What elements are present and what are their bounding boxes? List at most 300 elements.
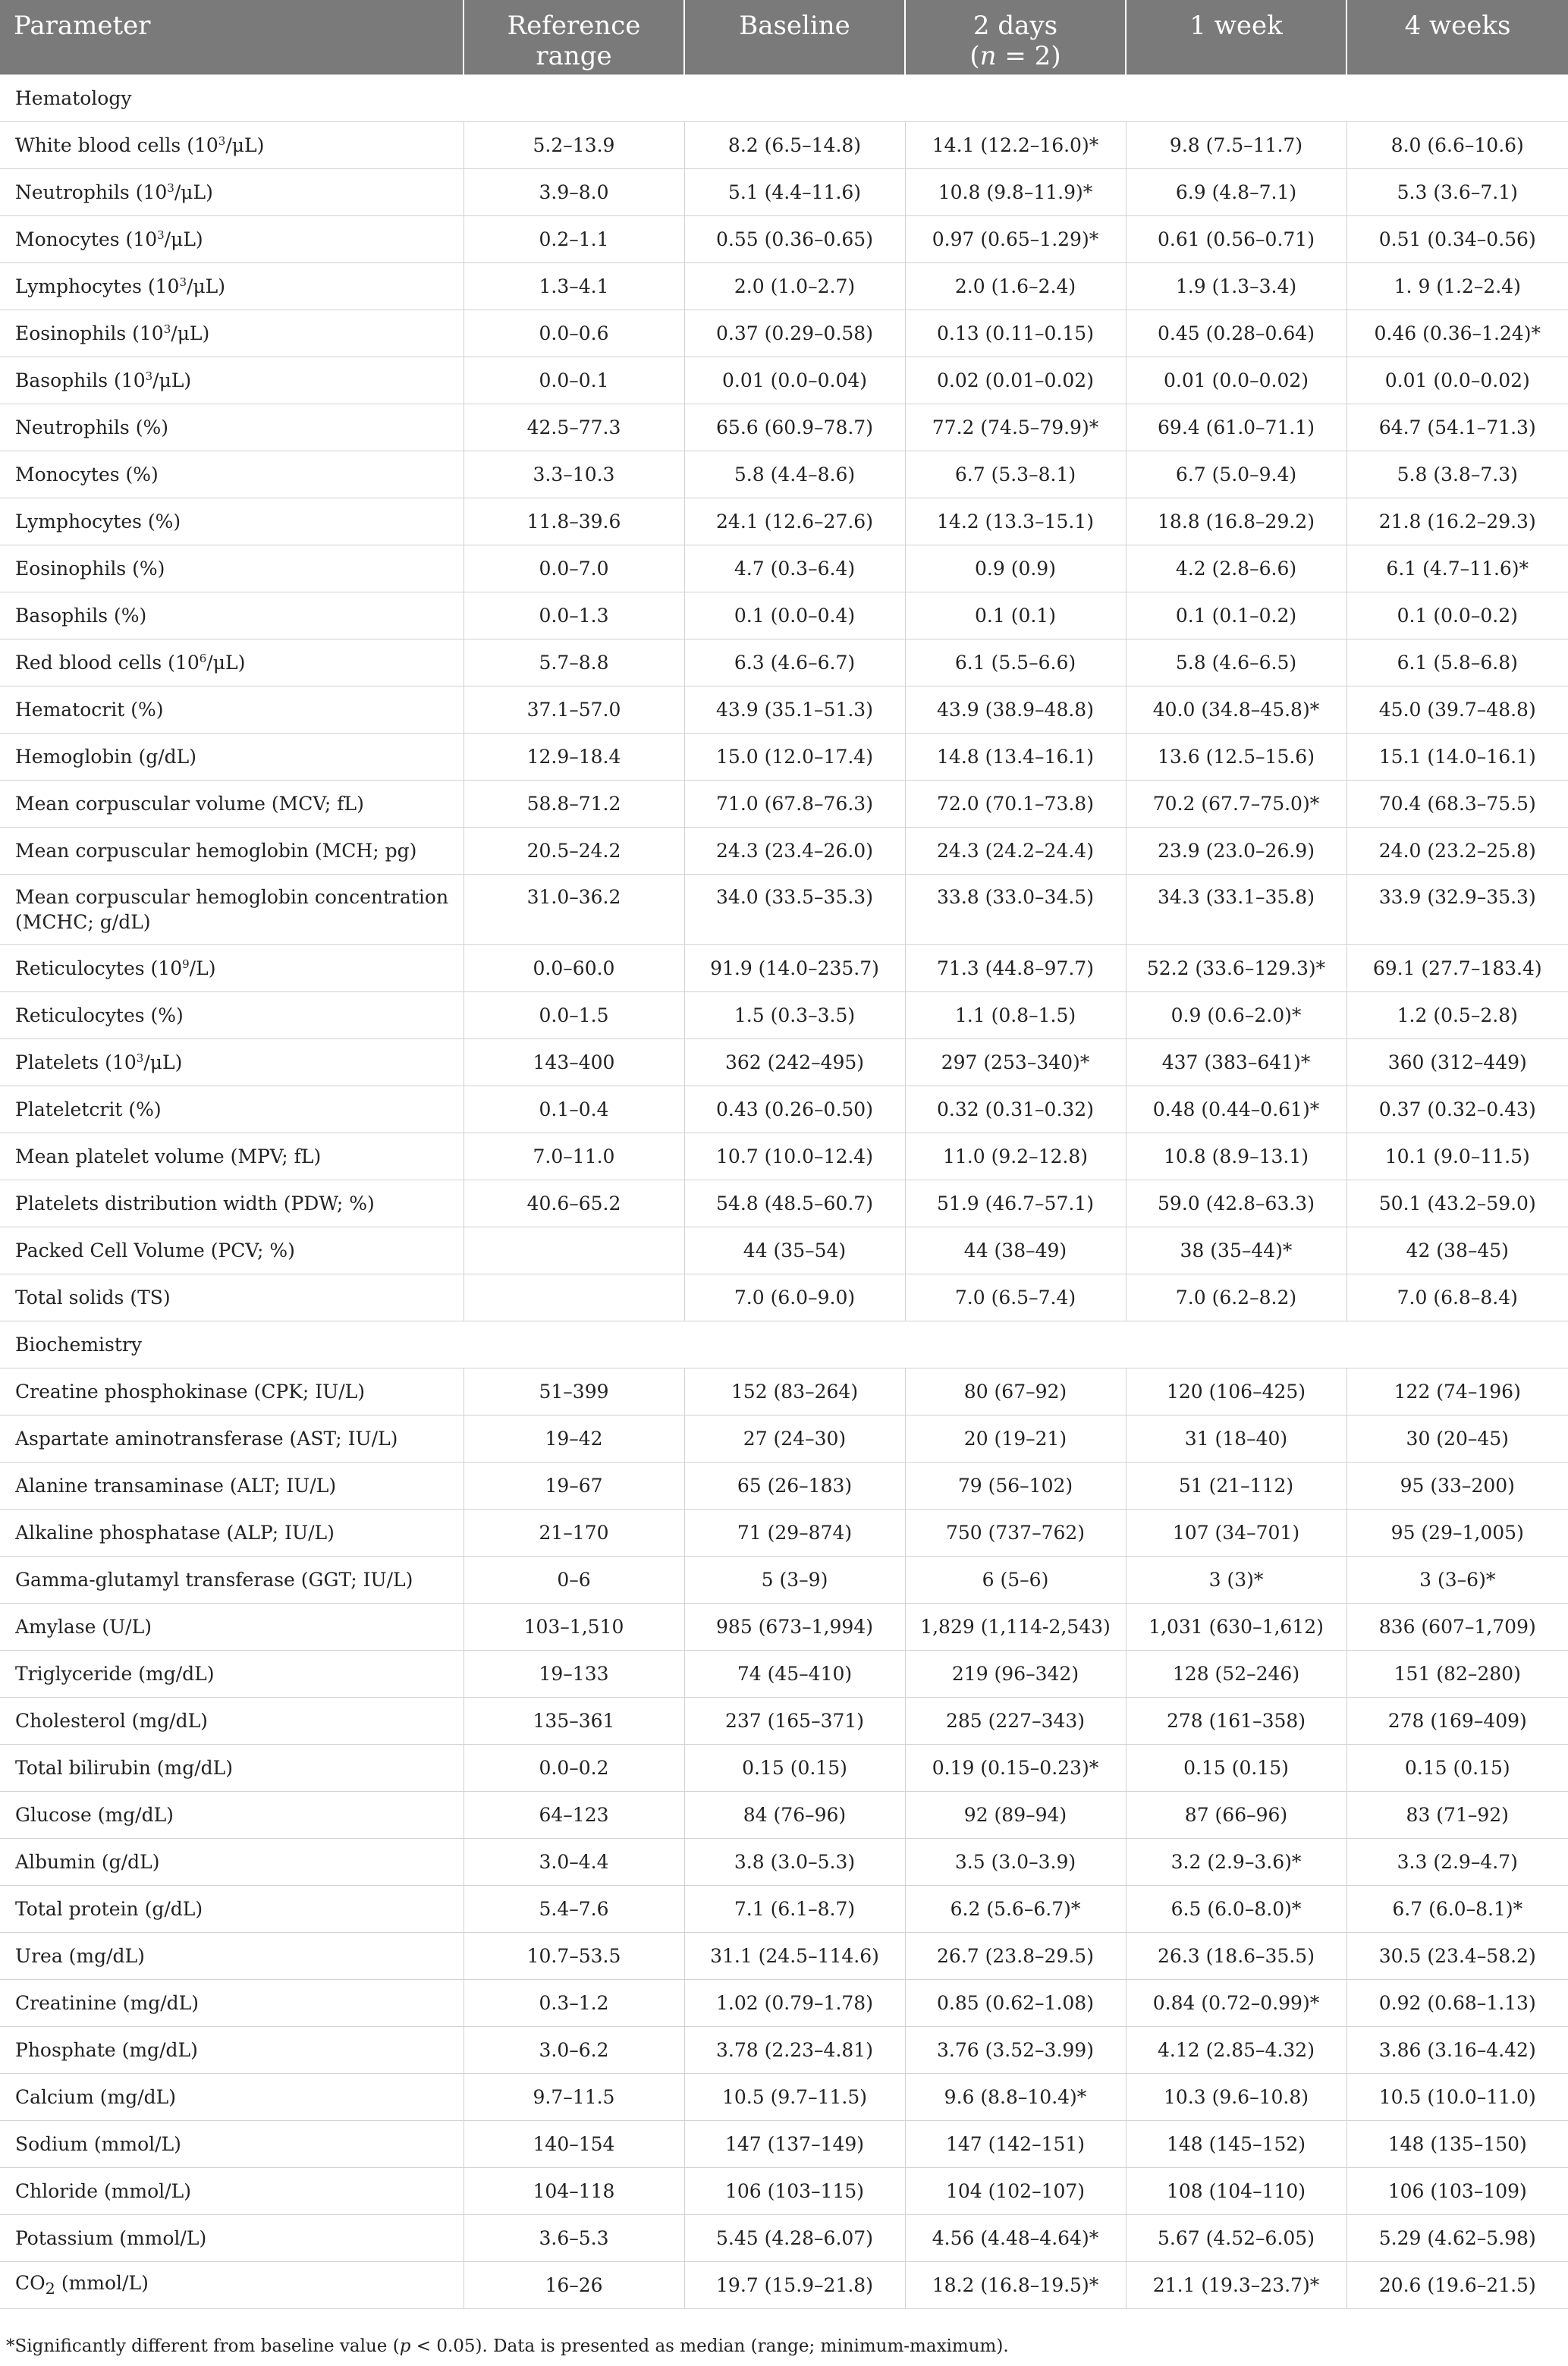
table-row <box>0 2073 1568 2120</box>
week4-cell: 69.1 (27.7–183.4) <box>1346 944 1568 991</box>
baseline-cell: 5.8 (4.4–8.6) <box>684 451 905 498</box>
parameter-name: White blood cells (10 <box>15 134 218 156</box>
week1-cell: 52.2 (33.6–129.3)* <box>1126 944 1346 991</box>
parameter-cell <box>0 1650 463 1697</box>
table-row <box>0 1697 1568 1744</box>
reference-range-cell: 0.2–1.1 <box>463 215 684 262</box>
parameter-name: Eosinophils (10 <box>15 322 164 344</box>
table-row <box>0 639 1568 686</box>
parameter-cell <box>0 1180 463 1227</box>
week1-cell: 4.2 (2.8–6.6) <box>1126 545 1346 592</box>
baseline-cell: 15.0 (12.0–17.4) <box>684 733 905 780</box>
week4-cell: 83 (71–92) <box>1346 1791 1568 1838</box>
day2-cell: 72.0 (70.1–73.8) <box>905 780 1126 827</box>
week4-cell: 10.5 (10.0–11.0) <box>1346 2073 1568 2120</box>
parameter-name: Plateletcrit (%) <box>15 1098 162 1120</box>
week1-cell: 0.15 (0.15) <box>1126 1744 1346 1791</box>
week1-cell: 5.8 (4.6–6.5) <box>1126 639 1346 686</box>
week4-cell: 0.15 (0.15) <box>1346 1744 1568 1791</box>
day2-cell: 9.6 (8.8–10.4)* <box>905 2073 1126 2120</box>
parameter-unit: /μL) <box>152 369 192 391</box>
week1-cell: 6.7 (5.0–9.4) <box>1126 451 1346 498</box>
parameter-exponent: 6 <box>199 651 207 665</box>
parameter-cell <box>0 780 463 827</box>
reference-range-cell: 16–26 <box>463 2261 684 2308</box>
reference-range-cell <box>463 1227 684 1274</box>
parameter-cell <box>0 639 463 686</box>
reference-range-cell: 3.9–8.0 <box>463 168 684 215</box>
parameter-cell <box>0 1556 463 1603</box>
reference-range-cell: 0.0–0.1 <box>463 357 684 404</box>
parameter-name: Platelets distribution width (PDW; %) <box>15 1192 375 1214</box>
parameter-name: Hemoglobin (g/dL) <box>15 745 196 768</box>
baseline-cell: 54.8 (48.5–60.7) <box>684 1180 905 1227</box>
table-row <box>0 1180 1568 1227</box>
baseline-cell: 152 (83–264) <box>684 1368 905 1415</box>
reference-range-cell: 10.7–53.5 <box>463 1932 684 1979</box>
week4-cell: 42 (38–45) <box>1346 1227 1568 1274</box>
baseline-cell: 0.43 (0.26–0.50) <box>684 1086 905 1133</box>
baseline-cell: 0.1 (0.0–0.4) <box>684 592 905 639</box>
parameter-cell <box>0 1227 463 1274</box>
table-row <box>0 404 1568 451</box>
parameter-name: Eosinophils (%) <box>15 557 165 580</box>
week4-cell: 64.7 (54.1–71.3) <box>1346 404 1568 451</box>
table-row <box>0 168 1568 215</box>
parameter-name: Total solids (TS) <box>15 1286 171 1309</box>
table-row <box>0 1791 1568 1838</box>
day2-cell: 0.85 (0.62–1.08) <box>905 1979 1126 2026</box>
reference-range-cell: 51–399 <box>463 1368 684 1415</box>
week1-cell: 3.2 (2.9–3.6)* <box>1126 1838 1346 1885</box>
baseline-cell: 10.7 (10.0–12.4) <box>684 1133 905 1180</box>
parameter-cell <box>0 1415 463 1462</box>
baseline-cell: 71 (29–874) <box>684 1509 905 1556</box>
week1-cell: 1.9 (1.3–3.4) <box>1126 262 1346 309</box>
week4-cell: 30 (20–45) <box>1346 1415 1568 1462</box>
table-row <box>0 451 1568 498</box>
week4-cell: 10.1 (9.0–11.5) <box>1346 1133 1568 1180</box>
baseline-cell: 3.78 (2.23–4.81) <box>684 2026 905 2073</box>
parameter-name: Potassium (mmol/L) <box>15 2226 207 2249</box>
parameter-name: Basophils (10 <box>15 369 146 391</box>
reference-range-cell <box>463 1274 684 1321</box>
table-row <box>0 1415 1568 1462</box>
parameter-cell <box>0 262 463 309</box>
parameter-cell <box>0 215 463 262</box>
parameter-name: Mean corpuscular volume (MCV; fL) <box>15 792 364 815</box>
baseline-cell: 24.3 (23.4–26.0) <box>684 827 905 874</box>
week4-cell: 30.5 (23.4–58.2) <box>1346 1932 1568 1979</box>
week1-cell: 40.0 (34.8–45.8)* <box>1126 686 1346 733</box>
reference-range-cell: 58.8–71.2 <box>463 780 684 827</box>
day2-cell: 0.19 (0.15–0.23)* <box>905 1744 1126 1791</box>
parameter-name: Triglyceride (mg/dL) <box>15 1662 215 1685</box>
footnote-text-start: Significantly different from baseline value ( <box>14 2336 400 2356</box>
week1-cell: 108 (104–110) <box>1126 2167 1346 2214</box>
parameter-unit: /L) <box>189 957 216 979</box>
parameter-cell <box>0 1086 463 1133</box>
week1-cell: 128 (52–246) <box>1126 1650 1346 1697</box>
reference-range-cell: 0.0–0.6 <box>463 309 684 357</box>
parameter-cell <box>0 2261 463 2308</box>
header-reference-range: Reference range <box>463 0 684 74</box>
week4-cell: 15.1 (14.0–16.1) <box>1346 733 1568 780</box>
table-row <box>0 686 1568 733</box>
week1-cell: 107 (34–701) <box>1126 1509 1346 1556</box>
baseline-cell: 3.8 (3.0–5.3) <box>684 1838 905 1885</box>
week4-cell: 6.7 (6.0–8.1)* <box>1346 1885 1568 1932</box>
week1-cell: 0.9 (0.6–2.0)* <box>1126 991 1346 1038</box>
week1-cell: 5.67 (4.52–6.05) <box>1126 2214 1346 2261</box>
baseline-cell: 71.0 (67.8–76.3) <box>684 780 905 827</box>
parameter-cell <box>0 404 463 451</box>
day2-cell: 20 (19–21) <box>905 1415 1126 1462</box>
header-2-days-label: 2 days <box>973 11 1058 41</box>
week4-cell: 50.1 (43.2–59.0) <box>1346 1180 1568 1227</box>
day2-cell: 43.9 (38.9–48.8) <box>905 686 1126 733</box>
week1-cell: 69.4 (61.0–71.1) <box>1126 404 1346 451</box>
parameter-name: Lymphocytes (10 <box>15 275 180 297</box>
section-row <box>0 1321 1568 1368</box>
parameter-name: Gamma-glutamyl transferase (GGT; IU/L) <box>15 1568 413 1591</box>
week4-cell: 360 (312–449) <box>1346 1038 1568 1086</box>
table-row <box>0 2261 1568 2308</box>
table-row <box>0 262 1568 309</box>
day2-cell: 44 (38–49) <box>905 1227 1126 1274</box>
header-1-week: 1 week <box>1126 0 1346 74</box>
parameter-exponent: 3 <box>167 181 174 195</box>
week4-cell: 122 (74–196) <box>1346 1368 1568 1415</box>
week1-cell: 70.2 (67.7–75.0)* <box>1126 780 1346 827</box>
reference-range-cell: 5.4–7.6 <box>463 1885 684 1932</box>
day2-cell: 80 (67–92) <box>905 1368 1126 1415</box>
footnote-text-end: < 0.05). Data is presented as median (range; minimum-maximum). <box>410 2336 1009 2356</box>
baseline-cell: 985 (673–1,994) <box>684 1603 905 1650</box>
parameter-cell <box>0 1979 463 2026</box>
table-row <box>0 1979 1568 2026</box>
reference-range-cell: 19–42 <box>463 1415 684 1462</box>
day2-cell: 3.76 (3.52–3.99) <box>905 2026 1126 2073</box>
day2-cell: 147 (142–151) <box>905 2120 1126 2167</box>
day2-cell: 0.32 (0.31–0.32) <box>905 1086 1126 1133</box>
parameter-cell <box>0 592 463 639</box>
header-n-symbol: n <box>979 41 997 71</box>
baseline-cell: 65.6 (60.9–78.7) <box>684 404 905 451</box>
parameter-exponent: 9 <box>182 957 190 971</box>
parameter-cell <box>0 309 463 357</box>
week4-cell: 5.8 (3.8–7.3) <box>1346 451 1568 498</box>
parameter-name: Packed Cell Volume (PCV; %) <box>15 1239 295 1262</box>
parameter-name: Basophils (%) <box>15 604 147 627</box>
reference-range-cell: 40.6–65.2 <box>463 1180 684 1227</box>
day2-cell: 14.8 (13.4–16.1) <box>905 733 1126 780</box>
table-row <box>0 1227 1568 1274</box>
day2-cell: 24.3 (24.2–24.4) <box>905 827 1126 874</box>
week1-cell: 6.5 (6.0–8.0)* <box>1126 1885 1346 1932</box>
week1-cell: 0.84 (0.72–0.99)* <box>1126 1979 1346 2026</box>
day2-cell: 26.7 (23.8–29.5) <box>905 1932 1126 1979</box>
baseline-cell: 65 (26–183) <box>684 1462 905 1509</box>
baseline-cell: 10.5 (9.7–11.5) <box>684 2073 905 2120</box>
table-row <box>0 121 1568 168</box>
reference-range-cell: 0–6 <box>463 1556 684 1603</box>
table-row <box>0 1744 1568 1791</box>
table-body <box>0 74 1568 2308</box>
parameter-unit: (mmol/L) <box>55 2272 149 2294</box>
table-row <box>0 498 1568 545</box>
baseline-cell: 8.2 (6.5–14.8) <box>684 121 905 168</box>
week1-cell: 0.61 (0.56–0.71) <box>1126 215 1346 262</box>
parameter-name: Glucose (mg/dL) <box>15 1803 174 1826</box>
baseline-cell: 0.15 (0.15) <box>684 1744 905 1791</box>
week1-cell: 23.9 (23.0–26.9) <box>1126 827 1346 874</box>
parameter-cell <box>0 1744 463 1791</box>
table-row <box>0 2120 1568 2167</box>
table-row <box>0 1650 1568 1697</box>
week4-cell: 0.51 (0.34–0.56) <box>1346 215 1568 262</box>
parameter-cell <box>0 1838 463 1885</box>
week4-cell: 3.86 (3.16–4.42) <box>1346 2026 1568 2073</box>
parameter-cell <box>0 2120 463 2167</box>
table-row <box>0 1932 1568 1979</box>
parameter-cell <box>0 1462 463 1509</box>
parameter-name: Mean corpuscular hemoglobin concentration (MCHC; g/dL) <box>15 885 449 933</box>
table-row <box>0 1885 1568 1932</box>
day2-cell: 219 (96–342) <box>905 1650 1126 1697</box>
reference-range-cell: 9.7–11.5 <box>463 2073 684 2120</box>
parameter-exponent: 3 <box>179 275 187 289</box>
baseline-cell: 237 (165–371) <box>684 1697 905 1744</box>
table-row <box>0 1368 1568 1415</box>
header-baseline: Baseline <box>684 0 905 74</box>
reference-range-cell: 0.0–1.3 <box>463 592 684 639</box>
week1-cell: 13.6 (12.5–15.6) <box>1126 733 1346 780</box>
week1-cell: 3 (3)* <box>1126 1556 1346 1603</box>
reference-range-cell: 20.5–24.2 <box>463 827 684 874</box>
parameter-exponent: 3 <box>218 134 226 148</box>
reference-range-cell: 19–67 <box>463 1462 684 1509</box>
day2-cell: 6.7 (5.3–8.1) <box>905 451 1126 498</box>
parameter-unit: /μL) <box>225 134 265 156</box>
day2-cell: 7.0 (6.5–7.4) <box>905 1274 1126 1321</box>
parameter-cell <box>0 686 463 733</box>
parameter-cell <box>0 545 463 592</box>
week1-cell: 38 (35–44)* <box>1126 1227 1346 1274</box>
parameter-name: Sodium (mmol/L) <box>15 2132 181 2155</box>
reference-range-cell: 3.0–4.4 <box>463 1838 684 1885</box>
baseline-cell: 19.7 (15.9–21.8) <box>684 2261 905 2308</box>
footnote-asterisk: * <box>6 2336 15 2356</box>
reference-range-cell: 7.0–11.0 <box>463 1133 684 1180</box>
table-row <box>0 1556 1568 1603</box>
table-row <box>0 733 1568 780</box>
table-row <box>0 1038 1568 1086</box>
parameter-unit: /μL) <box>187 275 226 297</box>
parameter-cell <box>0 944 463 991</box>
table-row <box>0 592 1568 639</box>
parameter-cell <box>0 874 463 944</box>
reference-range-cell: 140–154 <box>463 2120 684 2167</box>
reference-range-cell: 3.0–6.2 <box>463 2026 684 2073</box>
week1-cell: 59.0 (42.8–63.3) <box>1126 1180 1346 1227</box>
week4-cell: 0.92 (0.68–1.13) <box>1346 1979 1568 2026</box>
parameter-name: Calcium (mg/dL) <box>15 2085 177 2108</box>
baseline-cell: 0.01 (0.0–0.04) <box>684 357 905 404</box>
week1-cell: 9.8 (7.5–11.7) <box>1126 121 1346 168</box>
week1-cell: 0.01 (0.0–0.02) <box>1126 357 1346 404</box>
parameter-cell <box>0 2214 463 2261</box>
week4-cell: 21.8 (16.2–29.3) <box>1346 498 1568 545</box>
reference-range-cell: 143–400 <box>463 1038 684 1086</box>
baseline-cell: 4.7 (0.3–6.4) <box>684 545 905 592</box>
week4-cell: 45.0 (39.7–48.8) <box>1346 686 1568 733</box>
week4-cell: 3 (3–6)* <box>1346 1556 1568 1603</box>
week1-cell: 6.9 (4.8–7.1) <box>1126 168 1346 215</box>
week4-cell: 148 (135–150) <box>1346 2120 1568 2167</box>
week1-cell: 4.12 (2.85–4.32) <box>1126 2026 1346 2073</box>
reference-range-cell: 5.7–8.8 <box>463 639 684 686</box>
parameter-cell <box>0 1038 463 1086</box>
week4-cell: 95 (29–1,005) <box>1346 1509 1568 1556</box>
table-row <box>0 2026 1568 2073</box>
parameter-cell <box>0 2026 463 2073</box>
baseline-cell: 31.1 (24.5–114.6) <box>684 1932 905 1979</box>
week4-cell: 0.37 (0.32–0.43) <box>1346 1086 1568 1133</box>
week1-cell: 34.3 (33.1–35.8) <box>1126 874 1346 944</box>
header-row <box>0 0 1568 74</box>
parameter-name: Hematocrit (%) <box>15 698 164 721</box>
parameter-name: Albumin (g/dL) <box>15 1850 160 1873</box>
reference-range-cell: 0.0–1.5 <box>463 991 684 1038</box>
week4-cell: 1. 9 (1.2–2.4) <box>1346 262 1568 309</box>
parameter-exponent: 3 <box>163 322 171 336</box>
baseline-cell: 91.9 (14.0–235.7) <box>684 944 905 991</box>
reference-range-cell: 103–1,510 <box>463 1603 684 1650</box>
parameter-cell <box>0 1368 463 1415</box>
table-row <box>0 944 1568 991</box>
day2-cell: 750 (737–762) <box>905 1509 1126 1556</box>
header-parameter: Parameter <box>0 0 463 74</box>
week4-cell: 8.0 (6.6–10.6) <box>1346 121 1568 168</box>
day2-cell: 71.3 (44.8–97.7) <box>905 944 1126 991</box>
parameter-name: Creatine phosphokinase (CPK; IU/L) <box>15 1380 365 1403</box>
week4-cell: 151 (82–280) <box>1346 1650 1568 1697</box>
parameter-cell <box>0 168 463 215</box>
day2-cell: 33.8 (33.0–34.5) <box>905 874 1126 944</box>
day2-cell: 6.1 (5.5–6.6) <box>905 639 1126 686</box>
table-row <box>0 1086 1568 1133</box>
footnote <box>6 2336 1009 2356</box>
section-label-biochemistry: Biochemistry <box>0 1321 1568 1368</box>
parameter-name: Creatinine (mg/dL) <box>15 1991 200 2014</box>
parameter-cell <box>0 991 463 1038</box>
parameter-name: Alanine transaminase (ALT; IU/L) <box>15 1474 337 1497</box>
week4-cell: 24.0 (23.2–25.8) <box>1346 827 1568 874</box>
week1-cell: 87 (66–96) <box>1126 1791 1346 1838</box>
baseline-cell: 7.0 (6.0–9.0) <box>684 1274 905 1321</box>
day2-cell: 92 (89–94) <box>905 1791 1126 1838</box>
parameter-cell <box>0 1509 463 1556</box>
day2-cell: 0.13 (0.11–0.15) <box>905 309 1126 357</box>
parameter-cell <box>0 1603 463 1650</box>
table-row <box>0 545 1568 592</box>
day2-cell: 11.0 (9.2–12.8) <box>905 1133 1126 1180</box>
baseline-cell: 7.1 (6.1–8.7) <box>684 1885 905 1932</box>
parameter-exponent: 3 <box>145 369 153 383</box>
table-row <box>0 1838 1568 1885</box>
parameter-cell <box>0 121 463 168</box>
baseline-cell: 1.02 (0.79–1.78) <box>684 1979 905 2026</box>
parameter-cell <box>0 733 463 780</box>
reference-range-cell: 135–361 <box>463 1697 684 1744</box>
reference-range-cell: 1.3–4.1 <box>463 262 684 309</box>
day2-cell: 14.2 (13.3–15.1) <box>905 498 1126 545</box>
week4-cell: 0.46 (0.36–1.24)* <box>1346 309 1568 357</box>
week4-cell: 0.1 (0.0–0.2) <box>1346 592 1568 639</box>
table-row <box>0 1133 1568 1180</box>
baseline-cell: 34.0 (33.5–35.3) <box>684 874 905 944</box>
parameter-cell <box>0 827 463 874</box>
week4-cell: 106 (103–109) <box>1346 2167 1568 2214</box>
week1-cell: 26.3 (18.6–35.5) <box>1126 1932 1346 1979</box>
parameter-cell <box>0 357 463 404</box>
day2-cell: 104 (102–107) <box>905 2167 1126 2214</box>
parameter-subscript: 2 <box>45 2280 55 2298</box>
day2-cell: 10.8 (9.8–11.9)* <box>905 168 1126 215</box>
reference-range-cell: 11.8–39.6 <box>463 498 684 545</box>
parameter-name: Cholesterol (mg/dL) <box>15 1709 208 1732</box>
baseline-cell: 0.37 (0.29–0.58) <box>684 309 905 357</box>
baseline-cell: 5.1 (4.4–11.6) <box>684 168 905 215</box>
header-n-value: = 2 <box>996 41 1051 71</box>
reference-range-cell: 21–170 <box>463 1509 684 1556</box>
table-row <box>0 1603 1568 1650</box>
day2-cell: 0.1 (0.1) <box>905 592 1126 639</box>
week4-cell: 95 (33–200) <box>1346 1462 1568 1509</box>
table-row <box>0 309 1568 357</box>
week4-cell: 70.4 (68.3–75.5) <box>1346 780 1568 827</box>
parameter-unit: /μL) <box>206 651 246 674</box>
baseline-cell: 27 (24–30) <box>684 1415 905 1462</box>
day2-cell: 1.1 (0.8–1.5) <box>905 991 1126 1038</box>
header-4-weeks: 4 weeks <box>1346 0 1568 74</box>
week1-cell: 31 (18–40) <box>1126 1415 1346 1462</box>
parameter-name: Mean corpuscular hemoglobin (MCH; pg) <box>15 839 417 862</box>
baseline-cell: 74 (45–410) <box>684 1650 905 1697</box>
table-row <box>0 1274 1568 1321</box>
parameter-exponent: 3 <box>157 228 165 242</box>
week4-cell: 836 (607–1,709) <box>1346 1603 1568 1650</box>
parameter-name: Neutrophils (%) <box>15 416 168 438</box>
parameter-unit: /μL) <box>143 1051 183 1073</box>
section-row <box>0 74 1568 121</box>
parameter-cell <box>0 1885 463 1932</box>
day2-cell: 0.97 (0.65–1.29)* <box>905 215 1126 262</box>
week4-cell: 7.0 (6.8–8.4) <box>1346 1274 1568 1321</box>
parameter-cell <box>0 498 463 545</box>
week4-cell: 6.1 (5.8–6.8) <box>1346 639 1568 686</box>
table-row <box>0 2167 1568 2214</box>
parameter-name: Platelets (10 <box>15 1051 137 1073</box>
baseline-cell: 1.5 (0.3–3.5) <box>684 991 905 1038</box>
baseline-cell: 0.55 (0.36–0.65) <box>684 215 905 262</box>
week4-cell: 6.1 (4.7–11.6)* <box>1346 545 1568 592</box>
week1-cell: 120 (106–425) <box>1126 1368 1346 1415</box>
parameter-name: Reticulocytes (10 <box>15 957 183 979</box>
day2-cell: 2.0 (1.6–2.4) <box>905 262 1126 309</box>
reference-range-cell: 42.5–77.3 <box>463 404 684 451</box>
